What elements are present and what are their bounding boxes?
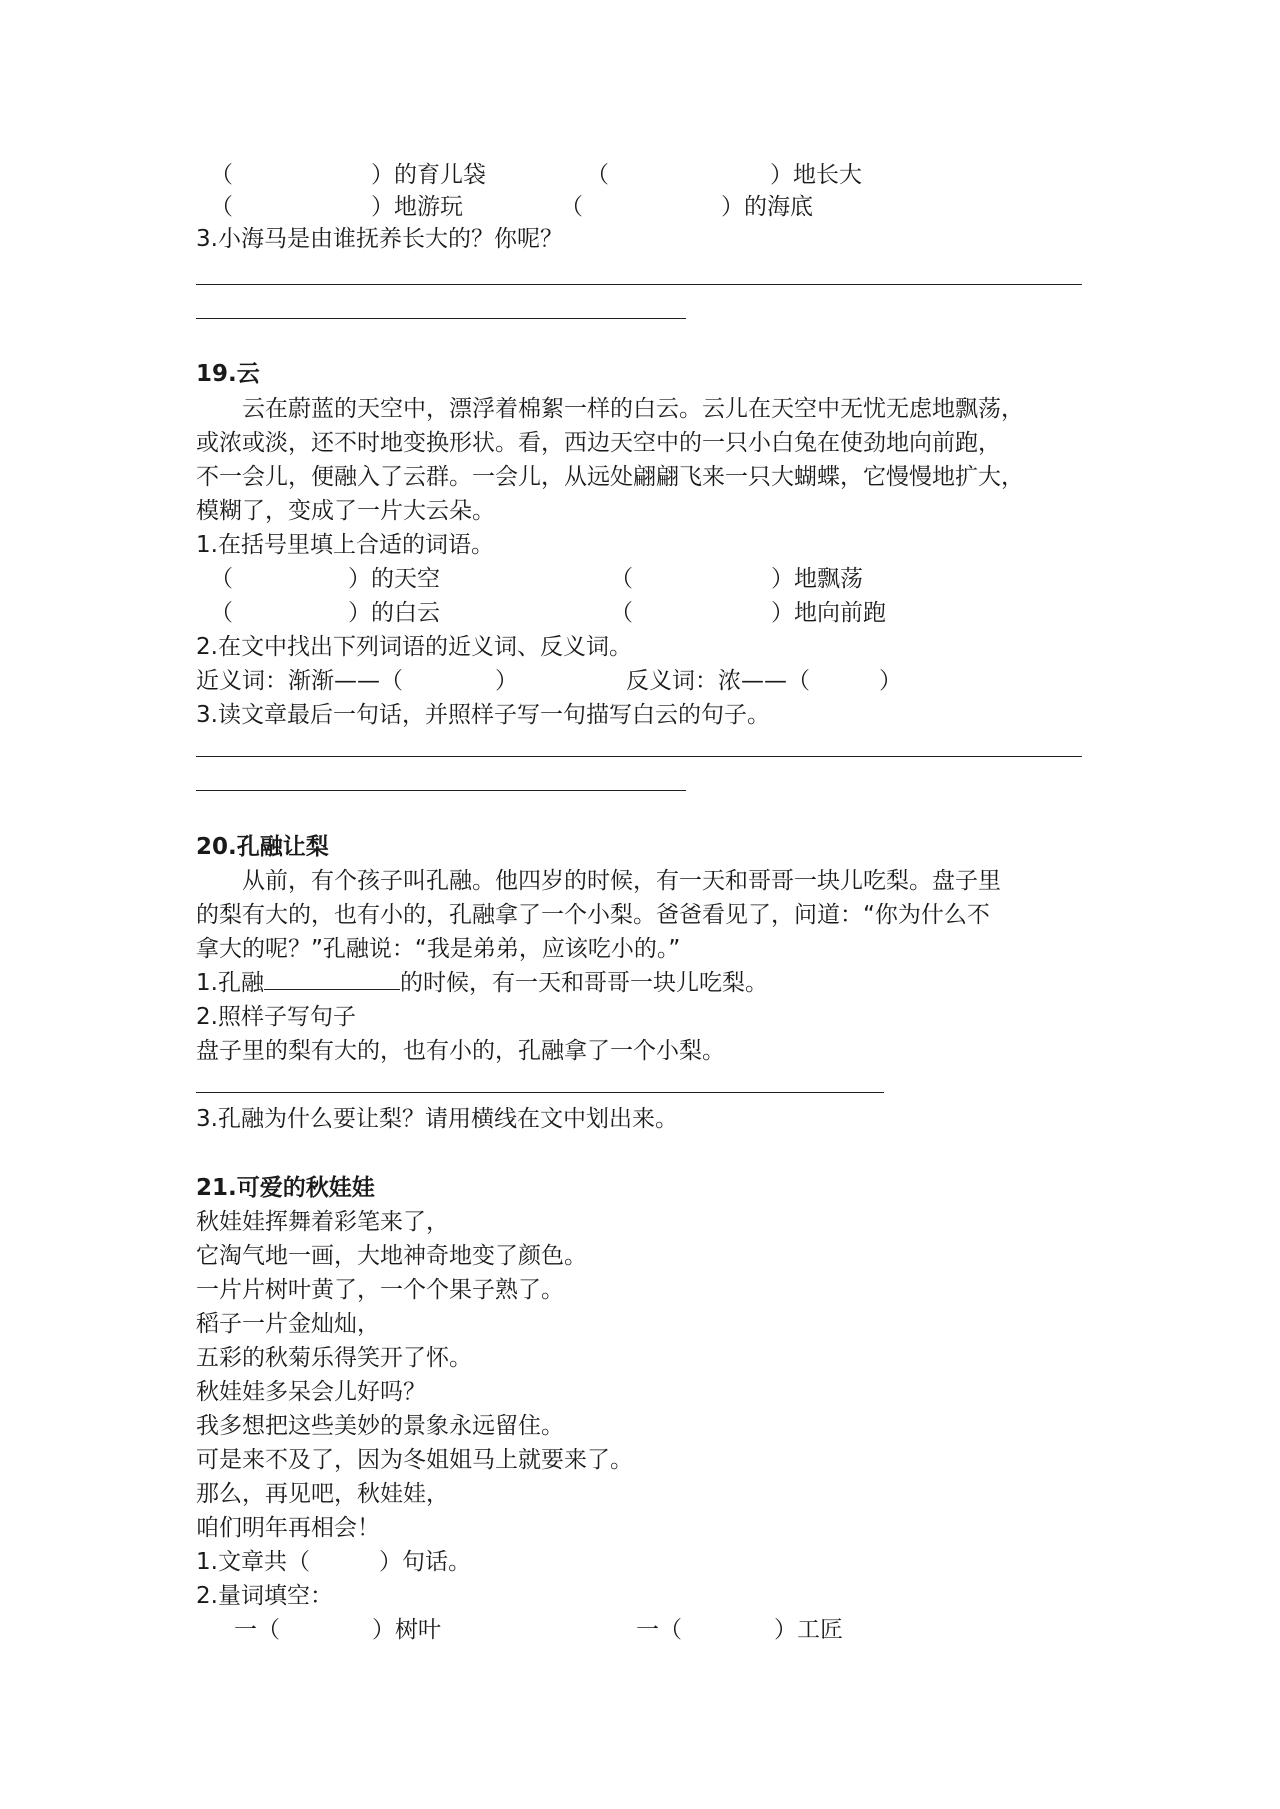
s21-poem-line: 一片片树叶黄了，一个个果子熟了。 (196, 1277, 564, 1303)
s19-question-3: 3.读文章最后一句话，并照样子写一句描写白云的句子。 (196, 702, 770, 728)
s21-poem-line: 它淘气地一画，大地神奇地变了颜色。 (196, 1243, 587, 1269)
s20-para-line: 从前，有个孩子叫孔融。他四岁的时候，有一天和哥哥一块儿吃梨。盘子里 (196, 868, 1001, 894)
answer-line (196, 756, 1082, 757)
s21-poem-line: 咱们明年再相会！ (196, 1515, 380, 1541)
s19-para-line: 云在蔚蓝的天空中，漂浮着棉絮一样的白云。云儿在天空中无忧无虑地飘荡， (196, 396, 1024, 422)
s21-poem-line: 那么，再见吧，秋娃娃， (196, 1481, 449, 1507)
s19-para-line: 或浓或淡，还不时地变换形状。看，西边天空中的一只小白兔在使劲地向前跑， (196, 430, 1001, 456)
s18-question-3: 3.小海马是由谁抚养长大的？你呢？ (196, 226, 563, 252)
answer-line (196, 284, 1082, 285)
s19-synonym: 近义词：渐渐——（ ） (196, 668, 518, 694)
s21-poem-line: 秋娃娃多呆会儿好吗？ (196, 1379, 426, 1405)
s21-blank-craftsman: 一（ ）工匠 (636, 1617, 843, 1643)
s19-title: 19.云 (196, 361, 260, 387)
fill-blank (264, 969, 400, 990)
s20-question-3: 3.孔融为什么要让梨？请用横线在文中划出来。 (196, 1106, 678, 1132)
s18-blank-seabed: （ ）的海底 (560, 194, 813, 220)
s20-question-1: 1.孔融 的时候，有一天和哥哥一块儿吃梨。 (196, 970, 768, 996)
s18-blank-pouch: （ ）的育儿袋 (210, 162, 486, 188)
s20-example-sentence: 盘子里的梨有大的，也有小的，孔融拿了一个小梨。 (196, 1038, 725, 1064)
s21-poem-line: 秋娃娃挥舞着彩笔来了， (196, 1209, 449, 1235)
s21-question-1: 1.文章共（ ）句话。 (196, 1549, 471, 1575)
answer-line (196, 790, 686, 791)
s20-para-line: 的梨有大的，也有小的，孔融拿了一个小梨。爸爸看见了，问道：“你为什么不 (196, 902, 990, 928)
s19-antonym: 反义词：浓——（ ） (626, 668, 902, 694)
s18-blank-grow: （ ）地长大 (586, 162, 862, 188)
s20-para-line: 拿大的呢？”孔融说：“我是弟弟，应该吃小的。” (196, 936, 681, 962)
s18-blank-play: （ ）地游玩 (210, 194, 463, 220)
s20-title: 20.孔融让梨 (196, 834, 329, 860)
answer-line (196, 1092, 884, 1093)
s19-question-2: 2.在文中找出下列词语的近义词、反义词。 (196, 634, 632, 660)
s21-poem-line: 稻子一片金灿灿， (196, 1311, 380, 1337)
s19-blank-run: （ ）地向前跑 (610, 600, 886, 626)
s19-blank-cloud: （ ）的白云 (210, 600, 440, 626)
s19-blank-drift: （ ）地飘荡 (610, 566, 863, 592)
s19-para-line: 不一会儿，便融入了云群。一会儿，从远处翩翩飞来一只大蝴蝶，它慢慢地扩大， (196, 464, 1024, 490)
s19-blank-sky: （ ）的天空 (210, 566, 440, 592)
s21-question-2: 2.量词填空： (196, 1583, 333, 1609)
s21-blank-leaf: 一（ ）树叶 (234, 1617, 441, 1643)
s21-poem-line: 五彩的秋菊乐得笑开了怀。 (196, 1345, 472, 1371)
s19-para-line: 模糊了，变成了一片大云朵。 (196, 498, 495, 524)
answer-line (196, 318, 686, 319)
s21-title: 21.可爱的秋娃娃 (196, 1175, 375, 1201)
s21-poem-line: 我多想把这些美妙的景象永远留住。 (196, 1413, 564, 1439)
s19-question-1: 1.在括号里填上合适的词语。 (196, 532, 494, 558)
s20-question-2: 2.照样子写句子 (196, 1004, 356, 1030)
s21-poem-line: 可是来不及了，因为冬姐姐马上就要来了。 (196, 1447, 633, 1473)
